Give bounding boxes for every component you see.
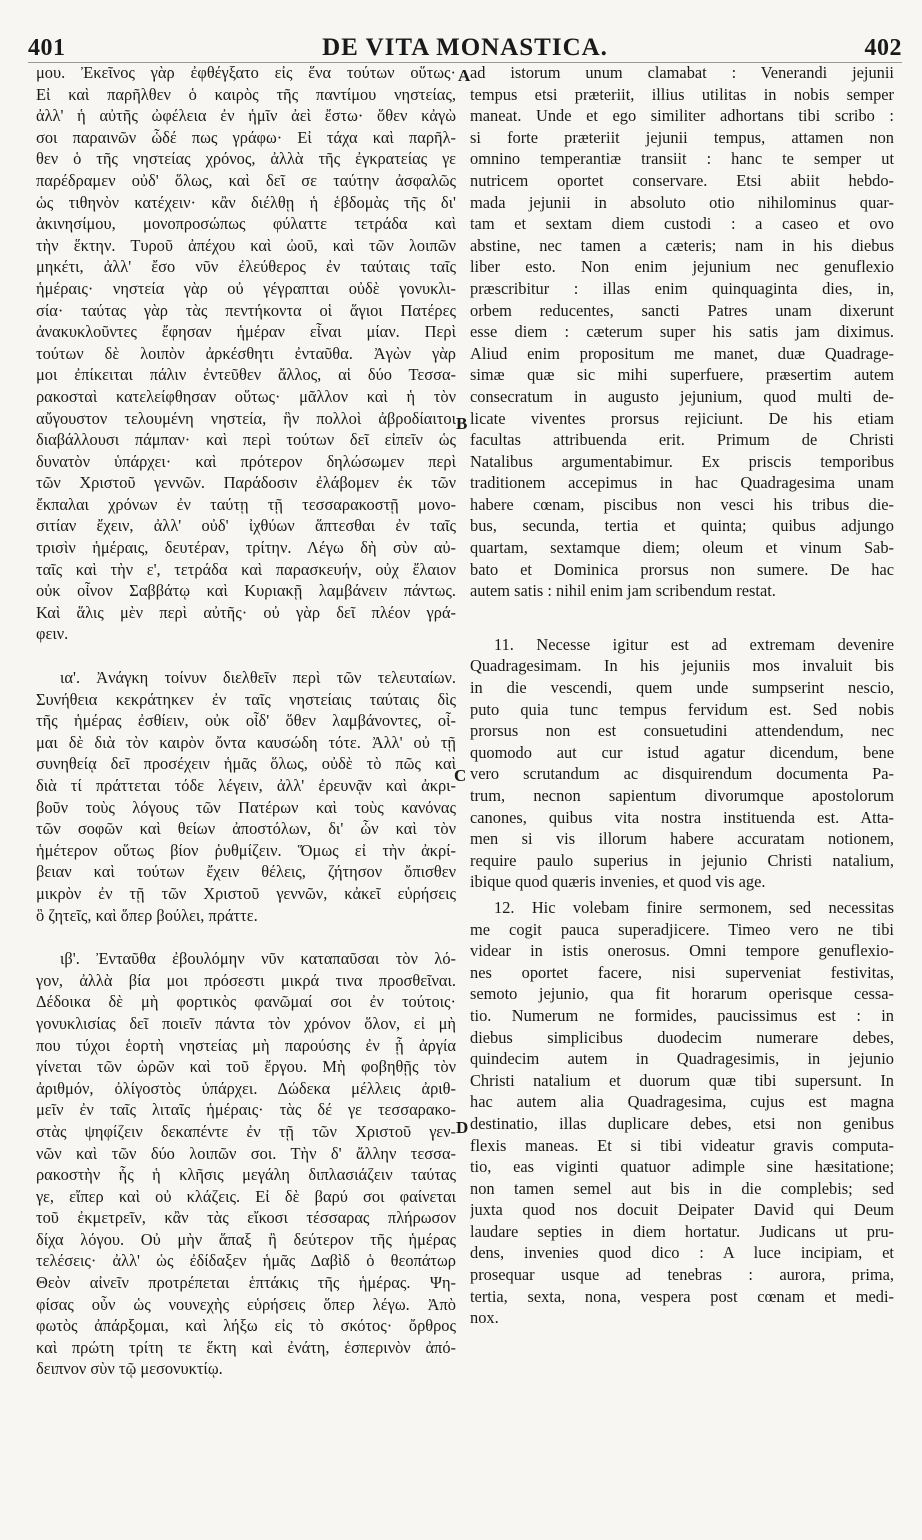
- text-line: prorsus non est consuetudini attendendum, nec: [470, 721, 894, 741]
- text-line: consecratum in augusto jejunium, quod multi de-: [470, 386, 894, 406]
- text-line: licate viventes prorsus rejiciunt. De his etiam: [470, 408, 894, 428]
- text-line: οὐκ οἶνον Σαββάτῳ καὶ Κυριακῇ λαμβάνειν πάντως.: [36, 581, 456, 601]
- text-line: ια'. Ἀνάγκη τοίνυν διελθεῖν περὶ τῶν τελευταίων.: [60, 668, 456, 688]
- text-line: ἔκπαλαι χρόνων ἐν ταύτῃ τῇ τεσσαρακοστῇ μονο-: [36, 494, 456, 514]
- text-line: ρακοσταὶ κατελείφθησαν οὕτως· μᾶλλον καὶ ἡ τὸν: [36, 386, 456, 406]
- text-line: Quadragesimam. In his jejuniis mos invaluit bis: [470, 656, 894, 676]
- text-line: tempus etsi præteriit, illius utilitas in nobis semper: [470, 84, 894, 104]
- text-line: nutricem oportet conservare. Etsi abiit hebdo-: [470, 170, 894, 190]
- text-line: bus, secunda, tertia et quinta; quibus adjungo: [470, 516, 894, 536]
- text-line: require paulo superius in jejunio Christi natalium,: [470, 850, 894, 870]
- text-line: maneat. Unde et ego similiter adhortans tibi scribo :: [470, 106, 894, 126]
- text-line: tio, eas viginti quatuor adimple sine hæsitatione;: [470, 1157, 894, 1177]
- text-line: me cogit pauca superadjicere. Timeo vero ne tibi: [470, 919, 894, 939]
- margin-marker-c: C: [454, 766, 467, 785]
- text-line: bato et Dominica prorsus non sumere. De hac: [470, 559, 894, 579]
- greek-paragraph-12: [36, 948, 456, 1380]
- text-line: ιβ'. Ἐνταῦθα ἐβουλόμην νῦν καταπαῦσαι τὸν λό-: [60, 949, 456, 969]
- text-line: autem satis : nihil enim jam scribendum restat.: [470, 581, 776, 601]
- text-line: tio. Numerum ne formides, paucissimus est : in: [470, 1005, 894, 1025]
- text-line: ὡς τιθηνὸν κατέχειν· κἂν διέλθῃ ἡ ἑβδομὰς τῆς δι': [36, 192, 456, 212]
- text-line: canones, quibus vita nostra instituenda est. Atta-: [470, 807, 894, 827]
- text-line: ἡμέραις· νηστεία γὰρ οὐ γέγραπται οὐδὲ γονυκλι-: [36, 278, 456, 298]
- text-line: Συνήθεια κεκράτηκεν ἐν ταῖς νηστείαις ταύταις δὶς: [36, 689, 456, 709]
- text-line: videar in istis onerosus. Omni tempore genuflexio-: [470, 941, 894, 961]
- text-line: σοι παραινῶν ὧδέ πως γράφω· Εἰ τάχα καὶ παρῆλ-: [36, 127, 456, 147]
- text-line: flexis maneas. Et si tibi videatur gravis computa-: [470, 1135, 894, 1155]
- text-line: ad istorum unum clamabat : Venerandi jejunii: [470, 63, 894, 82]
- text-line: θεν ὁ τῆς νηστείας χρόνος, ἀλλὰ τῆς ἐγκρατείας γε: [36, 149, 456, 169]
- text-line: Aliud enim propositum me manet, duæ Quadrage-: [470, 343, 894, 363]
- page-number-right: 402: [864, 35, 902, 61]
- text-line: 11. Necesse igitur est ad extremam devenire: [494, 634, 894, 654]
- text-line: nes oportet facere, nisi superveniat festivitas,: [470, 962, 894, 982]
- text-line: μοι ἐπίκειται πάλιν ἐντεῦθεν ἄλλος, αἱ δύο Τεσσα-: [36, 365, 456, 385]
- text-line: αὔγουστον τελουμένη νηστεία, ἣν πολλοὶ ἀβροδίαιτοι: [36, 408, 456, 428]
- running-header: [28, 30, 902, 63]
- text-line: διαβάλλουσι πάμπαν· καὶ περὶ τούτων δεῖ εἰπεῖν ὡς: [36, 430, 456, 450]
- margin-marker-b: B: [456, 414, 468, 433]
- text-line: ἀνακυκλοῦντες ἔφησαν ἡμέραν εἶναι μίαν. Περὶ: [36, 322, 456, 342]
- text-line: δυνατὸν ὑπάρχει· καὶ πρότερον δηλώσωμεν περὶ: [36, 451, 456, 471]
- text-line: hac autem alia Quadragesima, cujus est magna: [470, 1092, 894, 1112]
- greek-column: [36, 62, 456, 1522]
- text-line: dens, invenies quod dico : A luce incipiam, et: [470, 1243, 894, 1263]
- text-line: præscribitur : illas enim quinquaginta dies, in,: [470, 278, 894, 298]
- text-line: Christi natalium et duorum quæ tibi supersunt. In: [470, 1070, 894, 1090]
- text-line: ὃ ζητεῖς, καὶ ὅπερ βούλει, πράττε.: [36, 905, 258, 925]
- text-line: habere cœnam, piscibus non vesci his tribus die-: [470, 494, 894, 514]
- text-line: βοῦν τοὺς λόγους τῶν Πατέρων καὶ τοὺς κανόνας: [36, 797, 456, 817]
- text-line: ἡμέτερον οὕτως βίον ῥυθμίζειν. Ὅμως εἰ τὴν ἀκρί-: [36, 840, 456, 860]
- latin-paragraph-1: [470, 62, 894, 602]
- text-line: τῶν σοφῶν καὶ θείων ἀποστόλων, δι' ὧν καὶ τὸν: [36, 819, 456, 839]
- text-line: τῆς ἡμέρας ἐσθίειν, οὐκ οἶδ' ὅθεν λαμβάνοντες, οἶ-: [36, 711, 456, 731]
- text-line: γε, εἴπερ καὶ οὐ κλάζεις. Εἰ δὲ βαρύ σοι φαίνεται: [36, 1186, 456, 1206]
- text-line: prosequar usque ad tenebras : aurora, prima,: [470, 1265, 894, 1285]
- text-line: που τύχοι ἑορτὴ νηστείας μὴ παρούσης ἐν ᾗ ἀργία: [36, 1035, 456, 1055]
- text-line: ταῖς καὶ τὴν ε', τετράδα καὶ παρασκευήν, οὐχ ἔλαιον: [36, 559, 456, 579]
- text-line: traditionem accepimus in hac Quadragesima unam: [470, 473, 894, 493]
- text-line: abstine, nec tamen a cæteris; nam in his diebus: [470, 235, 894, 255]
- text-line: τῶν Χριστοῦ γεννῶν. Παράδοσιν ἐλάβομεν ἐκ τῶν: [36, 473, 456, 493]
- text-line: tam et sextam diem custodi : a caseo et ovo: [470, 214, 894, 234]
- text-line: μικρὸν ἐν τῇ τῶν Χριστοῦ γεννῶν, κἀκεῖ εὑρήσεις: [36, 883, 456, 903]
- text-line: quartam, sextamque diem; oleum et vinum Sab-: [470, 538, 894, 558]
- text-line: τοῦ ἐκμετρεῖν, κἂν τὰς εἴκοσι τέσσαρας πλήρωσον: [36, 1208, 456, 1228]
- text-line: ἀριθμόν, ὀλίγοστὸς ὑπάρχει. Δώδεκα μέλλεις ἀριθ-: [36, 1078, 456, 1098]
- text-line: Καὶ ἅλις μὲν περὶ αὐτῆς· οὐ γὰρ δεῖ πλέον γρά-: [36, 602, 456, 622]
- text-line: men si vis illorum habere accuratam notionem,: [470, 829, 894, 849]
- text-line: diebus simplicibus duodecim numerare debes,: [470, 1027, 894, 1047]
- text-line: συνηθείᾳ δεῖ προσέχειν ἡμᾶς ὅλως, οὐδὲ τὸ πῶς καὶ: [36, 754, 456, 774]
- margin-marker-a: A: [458, 66, 471, 85]
- text-line: nox.: [470, 1308, 499, 1328]
- text-line: Δέδοικα δὲ μὴ φορτικὸς φανῶμαί σοι ἐν τούτοις·: [36, 992, 456, 1012]
- text-line: semoto jejunio, qua fit horarum operisque cessa-: [470, 984, 894, 1004]
- text-line: μηκέτι, ἀλλ' ἔσο νῦν ἐλεύθερος ἐν ταύταις ταῖς: [36, 257, 456, 277]
- text-line: γονυκλισίας δεῖ ποιεῖν πάντα τὸν χρόνον ὅλον, εἰ μὴ: [36, 1013, 456, 1033]
- text-line: μου. Ἐκεῖνος γὰρ ἐφθέγξατο εἰς ἕνα τούτων οὕτως·: [36, 63, 456, 82]
- text-line: omnino temperantiæ transiit : hanc te semper ut: [470, 149, 894, 169]
- latin-paragraph-11: [470, 634, 894, 893]
- text-line: παρέδραμεν οὐδ' ὅλως, καὶ δεῖ σε ταύτην ἀσφαλῶς: [36, 170, 456, 190]
- text-line: σιτίαν ἔχειν, ἀλλ' οὐδ' ἰχθύων ἅπτεσθαι ἐν ταῖς: [36, 516, 456, 536]
- text-line: juxta quod nos docuit Deipater David qui Deum: [470, 1200, 894, 1220]
- text-line: destinatio, illas duplicare debes, etsi non genibus: [470, 1113, 894, 1133]
- text-line: βειαν καὶ τούτων ἔχειν θέλεις, ζήτησον ὄπισθεν: [36, 862, 456, 882]
- text-line: tertia, sexta, nona, vespera post cœnam et medi-: [470, 1286, 894, 1306]
- text-line: 12. Hic volebam finire sermonem, sed necessitas: [494, 897, 894, 917]
- margin-marker-d: D: [456, 1118, 469, 1137]
- text-line: non tamen semel aut bis in die complebis; sed: [470, 1178, 894, 1198]
- text-line: in die vescendi, quem unde sumpserint nescio,: [470, 678, 894, 698]
- latin-paragraph-12: [470, 897, 894, 1329]
- text-line: laudare septies in diem hortatur. Judicans ut pru-: [470, 1221, 894, 1241]
- text-line: ibique quod quæris invenies, et quod vis age.: [470, 872, 766, 892]
- text-line: δειπνον σὺν τῷ μεσονυκτίῳ.: [36, 1359, 223, 1379]
- text-line: ρακοστὴν ἧς ἡ κλῆσις μεγάλη διπλασιάζειν ταύτας: [36, 1165, 456, 1185]
- text-line: simæ quæ sic mihi superfuere, præsertim autem: [470, 365, 894, 385]
- greek-paragraph-11: [36, 667, 456, 926]
- text-line: vero scrutandum ac disquirendum documenta Pa-: [470, 764, 894, 784]
- text-line: ἀλλ' ἡ αὐτῆς ὠφέλεια ἐν ἡμῖν ἀεὶ ἔστω· ὅθεν κἀγὼ: [36, 106, 456, 126]
- text-line: Natalibus argumentabimur. Ex priscis temporibus: [470, 451, 894, 471]
- text-line: σία· ταύτας γὰρ τὰς πεντήκοντα οἱ ἅγιοι Πατέρες: [36, 300, 456, 320]
- text-line: orbem reducentes, sancti Patres unam dixerunt: [470, 300, 894, 320]
- text-line: μεῖν ἐν ταῖς λιταῖς ἡμέραις· τὰς δέ γε τεσσαρακο-: [36, 1100, 456, 1120]
- text-line: γίνεται τῶν ὡρῶν καὶ τοῦ ἔργου. Μὴ φοβηθῇς τὸν: [36, 1057, 456, 1077]
- text-line: Εἰ καὶ παρῆλθεν ὁ καιρὸς τῆς παντίμου νηστείας,: [36, 84, 456, 104]
- text-line: facultas attribuenda erit. Primum de Christi: [470, 430, 894, 450]
- running-title: DE VITA MONASTICA.: [322, 34, 608, 61]
- text-line: quomodo aut cur istud agatur dicendum, bene: [470, 742, 894, 762]
- text-line: τρισὶν ἡμέραις, δευτέραν, τρίτην. Λέγω δὴ σὺν αὐ-: [36, 538, 456, 558]
- text-line: esse diem : cæterum super his satis jam diximus.: [470, 322, 894, 342]
- text-line: si forte præteriit jejunii tempus, attamen non: [470, 127, 894, 147]
- page-number-left: 401: [28, 35, 66, 61]
- text-line: Θεὸν αἰνεῖν προτρέπεται ἑπτάκις τῆς ἡμέρας. Ψη-: [36, 1273, 456, 1293]
- text-line: puto quia tunc tempus fervidum est. Sed nobis: [470, 699, 894, 719]
- text-line: φωτὸς ἀπάρξομαι, καὶ λήξω εἰς τὸ σκότος· ὄρθρος: [36, 1316, 456, 1336]
- text-line: mada jejunii in absoluto otio nihilominus quar-: [470, 192, 894, 212]
- text-line: quindecim autem in Quadragesimis, in jejunio: [470, 1049, 894, 1069]
- greek-paragraph-1: [36, 62, 456, 645]
- text-line: φίσας οὖν ὡς νουνεχὴς εὑρήσεις ὅπερ λέγω. Ἀπὸ: [36, 1294, 456, 1314]
- latin-column: [470, 62, 894, 1522]
- text-line: δίχα λόγου. Οὐ μὴν ἅπαξ ἢ δεύτερον τῆς ἡμέρας: [36, 1229, 456, 1249]
- text-line: trum, necnon sapientum divorumque apostolorum: [470, 786, 894, 805]
- text-line: τὴν ἕκτην. Τυροῦ ἀπέχου καὶ ὠοῦ, καὶ τῶν λοιπῶν: [36, 235, 456, 255]
- text-line: liber esto. Non enim jejunium nec genuflexio: [470, 257, 894, 277]
- text-line: καὶ πρώτη τρίτη τε ἕκτη καὶ ἐνάτη, ἑσπερινὸν ἀπό-: [36, 1337, 456, 1357]
- text-line: διὰ τί πράττεται τόδε λέγειν, ἀλλ' ἐρευνᾷν καὶ ἀκρι-: [36, 776, 456, 795]
- text-line: γον, ἀλλὰ βία μοι πρόσεστι μικρά τινα προσθεῖναι.: [36, 970, 456, 990]
- text-line: μαι δὲ διὰ τὸν καιρὸν ὄντα καυσώδη τότε. Ἀλλ' οὐ τῇ: [36, 732, 456, 752]
- text-line: νῶν καὶ τῶν δύο λοιπῶν σοι. Τὴν δ' ἄλλην τεσσα-: [36, 1143, 456, 1163]
- text-line: τούτων δὲ λοιπὸν ἀρκέσθητι ἐνταῦθα. Ἀγὼν γὰρ: [36, 343, 456, 363]
- text-line: τελέσεις· ἀλλ' ὡς ἐδίδαξεν ἡμᾶς Δαβὶδ ὁ θεοπάτωρ: [36, 1251, 456, 1271]
- text-line: στὰς ψηφίζειν δεκαπέντε ἐν τῇ τῶν Χριστοῦ γεν-: [36, 1121, 456, 1141]
- text-line: φειν.: [36, 624, 69, 644]
- text-line: ἀκινησίμου, μονοπροσώπως φύλαττε τετράδα καὶ: [36, 214, 456, 234]
